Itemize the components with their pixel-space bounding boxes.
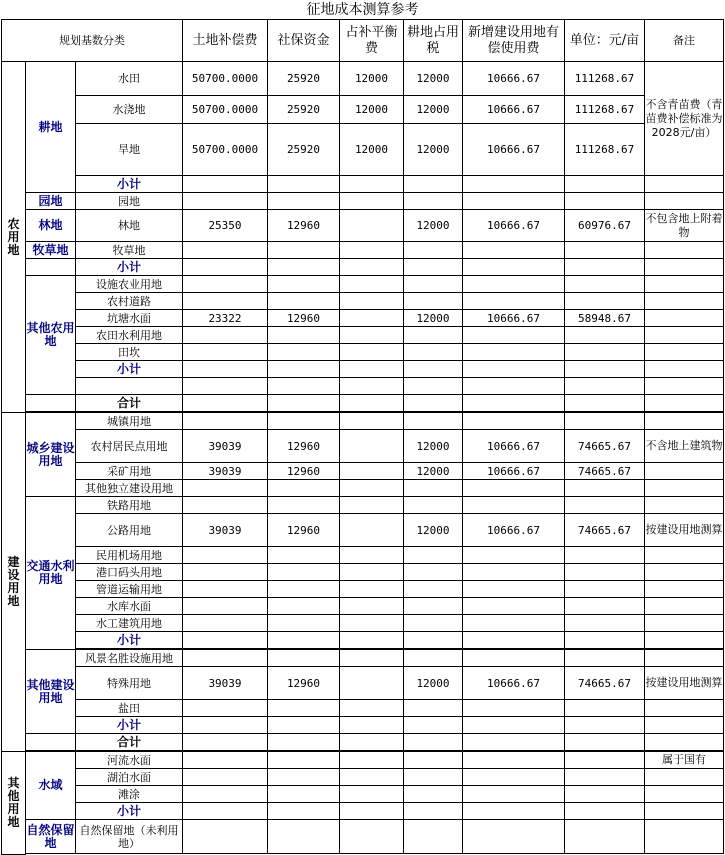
- table-row: [2, 96, 724, 124]
- table-row: [2, 598, 724, 615]
- cell-unit-total: 74665.67: [565, 463, 645, 480]
- subgroup-urban: 城乡建设用地: [26, 413, 76, 497]
- cell-unit-total: 74665.67: [565, 514, 645, 547]
- table-row: [2, 514, 724, 547]
- subtotal-label: 小计: [76, 176, 183, 193]
- row-name: 自然保留地（未利用地）: [76, 820, 183, 854]
- cell-unit-total: 74665.67: [565, 667, 645, 700]
- cell-land-comp: 50700.0000: [183, 62, 268, 96]
- col-balance-fee: 占补平衡费: [340, 20, 404, 62]
- cell-land-comp: 50700.0000: [183, 124, 268, 176]
- table-row: [2, 344, 724, 361]
- table-row: [2, 547, 724, 564]
- cell-land-comp: 39039: [183, 430, 268, 463]
- cell-unit-total: 111268.67: [565, 96, 645, 124]
- row-name: 水田: [76, 62, 183, 96]
- subtotal-row: [2, 176, 724, 193]
- remark-highway: 按建设用地测算: [645, 514, 724, 547]
- subtotal-row: [2, 717, 724, 734]
- row-name: 民用机场用地: [76, 547, 183, 564]
- subgroup-pasture: 牧草地: [26, 242, 76, 259]
- cell-unit-total: 58948.67: [565, 310, 645, 327]
- subtotal-label: 小计: [76, 803, 183, 820]
- cell-social-security: 12960: [268, 210, 340, 242]
- subgroup-garden: 园地: [26, 193, 76, 210]
- row-name: 城镇用地: [76, 413, 183, 430]
- cell-social-security: 12960: [268, 667, 340, 700]
- cell-farmland-tax: 12000: [404, 310, 463, 327]
- subtotal-label: 小计: [76, 717, 183, 734]
- table-row: [2, 667, 724, 700]
- remark-river: 属于国有: [645, 752, 724, 769]
- cell-new-land-fee: 10666.67: [463, 514, 565, 547]
- table-row: [2, 820, 724, 854]
- cell-social-security: 25920: [268, 124, 340, 176]
- table-row: [2, 497, 724, 514]
- total-row: [2, 734, 724, 751]
- table-row: [2, 378, 724, 395]
- table-row: [2, 564, 724, 581]
- table-row: [2, 310, 724, 327]
- cell-new-land-fee: 10666.67: [463, 62, 565, 96]
- cell-social-security: 12960: [268, 430, 340, 463]
- cell-social-security: 12960: [268, 310, 340, 327]
- row-name: 旱地: [76, 124, 183, 176]
- table-row: [2, 752, 724, 769]
- total-row: [2, 395, 724, 412]
- subtotal-label: 小计: [76, 361, 183, 378]
- subtotal-label: 小计: [76, 632, 183, 649]
- table-row: [2, 327, 724, 344]
- row-name: 水浇地: [76, 96, 183, 124]
- page-title: 征地成本测算参考: [306, 2, 419, 18]
- total-label: 合计: [76, 734, 183, 751]
- cell-social-security: 25920: [268, 96, 340, 124]
- remark-village: 不含地上建筑物: [645, 430, 724, 463]
- table-row: [2, 430, 724, 463]
- row-name: 水工建筑用地: [76, 615, 183, 632]
- subgroup-cultivated: 耕地: [26, 62, 76, 193]
- table-row: [2, 463, 724, 480]
- cost-table: [1, 19, 724, 855]
- table-row: [2, 480, 724, 497]
- row-name: 农田水利用地: [76, 327, 183, 344]
- row-name: 特殊用地: [76, 667, 183, 700]
- table-row: [2, 293, 724, 310]
- cell-land-comp: 25350: [183, 210, 268, 242]
- cell-unit-total: 60976.67: [565, 210, 645, 242]
- table-row: [2, 786, 724, 803]
- col-land-comp: 土地补偿费: [183, 20, 268, 62]
- cell-farmland-tax: 12000: [404, 124, 463, 176]
- remark-cultivated: 不含青苗费（青苗费补偿标准为2028元/亩）: [645, 62, 724, 176]
- subtotal-row: [2, 259, 724, 276]
- cell-unit-total: 111268.67: [565, 124, 645, 176]
- cell-land-comp: 39039: [183, 463, 268, 480]
- table-row: [2, 124, 724, 176]
- cell-land-comp: 50700.0000: [183, 96, 268, 124]
- cell-balance-fee: 12000: [340, 62, 404, 96]
- table-row: [2, 769, 724, 786]
- col-unit: 单位：元/亩: [565, 20, 645, 62]
- total-label: 合计: [76, 395, 183, 412]
- row-name: 其他独立建设用地: [76, 480, 183, 497]
- subtotal-label: 小计: [76, 259, 183, 276]
- row-name: 水库水面: [76, 598, 183, 615]
- table-row: [2, 276, 724, 293]
- cell-balance-fee: 12000: [340, 96, 404, 124]
- group-construction: 建设用地: [2, 413, 26, 752]
- subtotal-row: [2, 361, 724, 378]
- cell-unit-total: 74665.67: [565, 430, 645, 463]
- group-other: 其他用地: [2, 752, 26, 855]
- cell-new-land-fee: 10666.67: [463, 667, 565, 700]
- row-name: 铁路用地: [76, 497, 183, 514]
- row-name: 农村道路: [76, 293, 183, 310]
- row-name: 设施农业用地: [76, 276, 183, 293]
- cell-balance-fee: 12000: [340, 124, 404, 176]
- subtotal-row: [2, 632, 724, 649]
- col-remark: 备注: [645, 20, 724, 62]
- cell-land-comp: 39039: [183, 667, 268, 700]
- table-row: [2, 615, 724, 632]
- header-row: [2, 20, 724, 62]
- cell-farmland-tax: 12000: [404, 667, 463, 700]
- subgroup-reserve: 自然保留地: [26, 820, 76, 854]
- cell-social-security: 25920: [268, 62, 340, 96]
- cell-farmland-tax: 12000: [404, 463, 463, 480]
- table-row: [2, 242, 724, 259]
- remark-special: 按建设用地测算: [645, 667, 724, 700]
- row-name: 湖泊水面: [76, 769, 183, 786]
- cell-new-land-fee: 10666.67: [463, 210, 565, 242]
- cell-land-comp: 39039: [183, 514, 268, 547]
- table-row: [2, 413, 724, 430]
- row-name: 公路用地: [76, 514, 183, 547]
- cell-unit-total: 111268.67: [565, 62, 645, 96]
- row-name: 滩涂: [76, 786, 183, 803]
- cell-farmland-tax: 12000: [404, 62, 463, 96]
- col-farmland-tax: 耕地占用税: [404, 20, 463, 62]
- row-name: 园地: [76, 193, 183, 210]
- col-new-land-fee: 新增建设用地有偿使用费: [463, 20, 565, 62]
- cell-social-security: 12960: [268, 514, 340, 547]
- row-name: 田坎: [76, 344, 183, 361]
- cell-farmland-tax: 12000: [404, 210, 463, 242]
- row-name: 管道运输用地: [76, 581, 183, 598]
- cell-social-security: 12960: [268, 463, 340, 480]
- remark-forest: 不包含地上附着物: [645, 210, 724, 242]
- subgroup-other-constr: 其他建设用地: [26, 650, 76, 734]
- cell-new-land-fee: 10666.67: [463, 463, 565, 480]
- table-row: [2, 193, 724, 210]
- subgroup-water: 水域: [26, 752, 76, 820]
- table-row: [2, 581, 724, 598]
- table-row: [2, 62, 724, 96]
- row-name: 农村居民点用地: [76, 430, 183, 463]
- subgroup-forest: 林地: [26, 210, 76, 242]
- row-name: 采矿用地: [76, 463, 183, 480]
- subgroup-other-agri: 其他农用地: [26, 276, 76, 395]
- subgroup-transport: 交通水利用地: [26, 497, 76, 650]
- cell-farmland-tax: 12000: [404, 514, 463, 547]
- row-name: 坑塘水面: [76, 310, 183, 327]
- cell-new-land-fee: 10666.67: [463, 124, 565, 176]
- table-row: [2, 650, 724, 667]
- cell-farmland-tax: 12000: [404, 96, 463, 124]
- row-name: 风景名胜设施用地: [76, 650, 183, 667]
- row-name: 牧草地: [76, 242, 183, 259]
- cell-land-comp: 23322: [183, 310, 268, 327]
- col-social-security: 社保资金: [268, 20, 340, 62]
- table-row: [2, 700, 724, 717]
- cell-new-land-fee: 10666.67: [463, 430, 565, 463]
- col-category: 规划基数分类: [2, 20, 183, 62]
- row-name: 港口码头用地: [76, 564, 183, 581]
- cell-farmland-tax: 12000: [404, 430, 463, 463]
- subtotal-row: [2, 803, 724, 820]
- cell-new-land-fee: 10666.67: [463, 96, 565, 124]
- cell-new-land-fee: 10666.67: [463, 310, 565, 327]
- row-name: 盐田: [76, 700, 183, 717]
- row-name: 河流水面: [76, 752, 183, 769]
- row-name: 林地: [76, 210, 183, 242]
- table-row: [2, 210, 724, 242]
- group-agri: 农用地: [2, 62, 26, 413]
